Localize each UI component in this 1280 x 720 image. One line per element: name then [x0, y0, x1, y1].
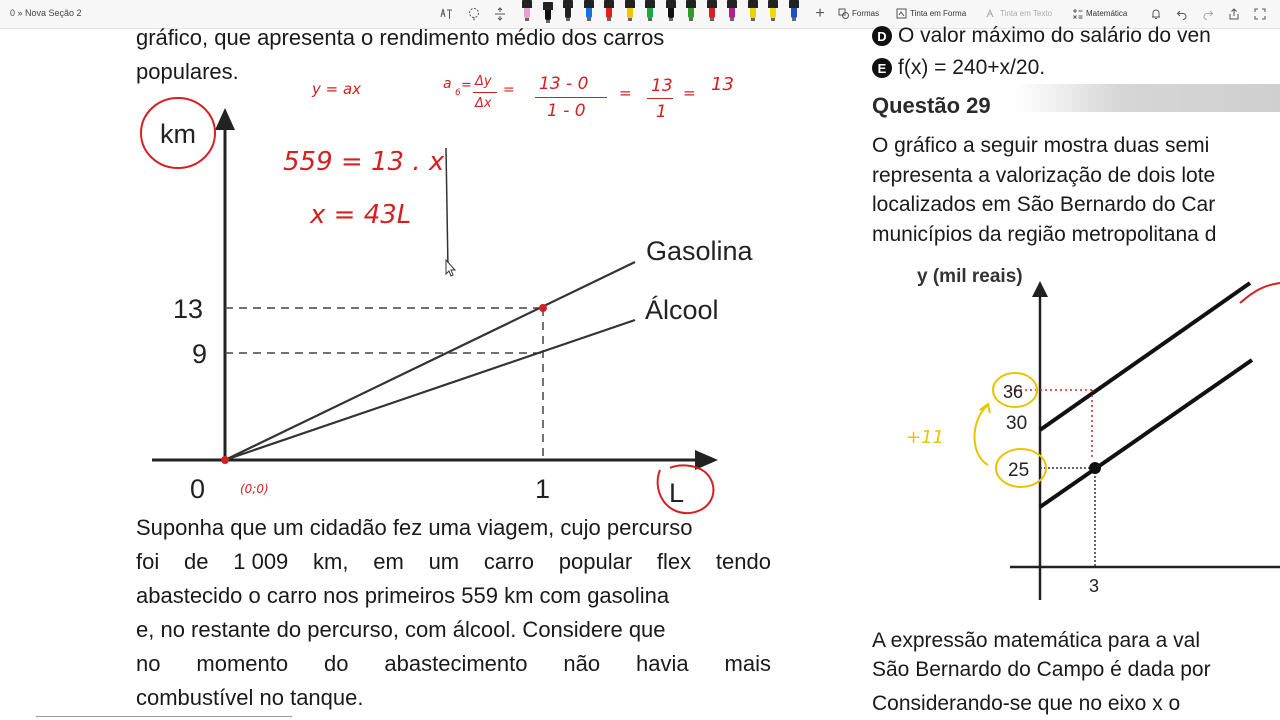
question-header-bar — [1015, 84, 1280, 112]
share-icon[interactable] — [1226, 6, 1242, 22]
point-3-25 — [1089, 462, 1101, 474]
y-tick-30: 30 — [1006, 413, 1028, 434]
slope-num: 13 - 0 — [539, 74, 589, 94]
ink-to-shape-icon — [896, 8, 907, 19]
mouse-cursor-icon — [446, 260, 455, 276]
math-button[interactable] — [1072, 8, 1127, 19]
y-axis-label: km — [160, 119, 196, 149]
pen-tool-14[interactable] — [789, 0, 799, 22]
x-axis-arrow-icon — [695, 450, 718, 470]
handwriting-slope: a 6 = Δy Δx = 13 - 0 1 - 0 = 13 1 = 13 — [443, 74, 734, 122]
paragraph-line: combustível no tanque. — [136, 685, 364, 710]
bottom-line: Considerando-se que no eixo x o — [872, 692, 1181, 715]
line-upper — [1040, 283, 1250, 430]
intro-line-2: populares. — [136, 59, 239, 84]
x-tick-3: 3 — [1089, 576, 1100, 596]
pen-tool-7[interactable] — [645, 0, 655, 22]
y-tick-25: 25 — [1008, 460, 1030, 481]
pen-tool-12[interactable] — [748, 0, 758, 22]
question-text — [872, 131, 1216, 249]
y-axis-arrow-icon — [1032, 281, 1048, 297]
bottom-line: São Bernardo do Campo é dada por — [872, 658, 1211, 681]
shapes-label: Formas — [852, 9, 880, 18]
y-tick-9: 9 — [192, 339, 208, 369]
option-e — [872, 56, 1045, 80]
paragraph-line: e, no restante do percurso, com álcool. Considere que — [136, 617, 666, 642]
math-label: Matemática — [1086, 9, 1128, 18]
intro-line-1: gráfico, que apresenta o rendimento médio dos carros — [136, 25, 665, 50]
breadcrumb[interactable]: 0 » Nova Seção 2 — [10, 8, 82, 18]
handwriting-x-eq: x = 43L — [310, 200, 412, 230]
gasoline-line — [225, 262, 635, 460]
footnote-rule — [36, 716, 292, 717]
shapes-button[interactable] — [838, 8, 879, 19]
lasso-select-icon[interactable] — [438, 6, 454, 22]
slope-dx: Δx — [475, 96, 492, 111]
plus-11-annotation: +11 — [906, 427, 944, 448]
paragraph-line: foi de 1 009 km, em um carro popular flex tendo — [136, 549, 771, 574]
ink-to-shape-label: Tinta em Forma — [910, 9, 967, 18]
bracket-annotation — [975, 405, 989, 465]
option-d-badge: D — [872, 26, 892, 46]
bell-icon[interactable] — [1148, 6, 1164, 22]
pen-tool-9[interactable] — [686, 0, 696, 22]
line-lower — [1040, 360, 1252, 507]
ink-to-shape-button[interactable] — [896, 8, 966, 19]
shapes-icon — [838, 8, 849, 19]
origin-point — [221, 456, 229, 464]
add-space-icon[interactable] — [492, 6, 508, 22]
add-pen-icon[interactable]: + — [815, 5, 825, 22]
question-line: O gráfico a seguir mostra duas semi — [872, 134, 1210, 157]
y-axis-label: y (mil reais) — [917, 266, 1023, 287]
math-icon — [1072, 8, 1083, 19]
paragraph-line: no momento do abastecimento não havia mais — [136, 651, 771, 676]
bottom-line: A expressão matemática para a val — [872, 629, 1201, 652]
option-d — [872, 24, 1211, 48]
expand-icon[interactable] — [1252, 6, 1268, 22]
x-tick-0: 0 — [190, 474, 206, 504]
pen-tool-1[interactable] — [522, 0, 532, 22]
pen-tool-11[interactable] — [727, 0, 737, 22]
slope-result: 13 — [711, 74, 734, 95]
handwriting-559-eq: 559 = 13 . x — [283, 147, 445, 177]
redo-icon[interactable] — [1200, 6, 1216, 22]
lasso-icon[interactable] — [466, 6, 482, 22]
alcohol-line — [225, 320, 635, 460]
series-label-alcool: Álcool — [645, 295, 719, 325]
slope-dy: Δy — [475, 74, 492, 89]
slope-den: 1 - 0 — [547, 101, 586, 121]
ink-to-text-label: Tinta em Texto — [1000, 9, 1053, 18]
slope-n2: 13 — [651, 76, 673, 96]
y-axis-arrow-icon — [215, 108, 235, 130]
y-tick-36: 36 — [1003, 382, 1024, 402]
pen-cursor-stroke — [446, 148, 448, 270]
option-e-badge: E — [872, 58, 892, 78]
ink-to-text-icon — [986, 8, 997, 19]
paragraph-line: abastecido o carro nos primeiros 559 km com gasolina — [136, 583, 670, 608]
slope-d2: 1 — [656, 102, 667, 122]
pen-tool-4[interactable] — [584, 0, 594, 22]
pen-tool-6[interactable] — [625, 0, 635, 22]
option-e-text: f(x) = 240+x/20. — [898, 56, 1046, 79]
ink-to-text-button[interactable] — [986, 8, 1052, 19]
slope-a: a — [443, 76, 452, 92]
pen-tool-3[interactable] — [563, 0, 573, 22]
question-line: representa a valorização de dois lote — [872, 163, 1216, 187]
pen-tool-10[interactable] — [707, 0, 717, 22]
x-tick-1: 1 — [535, 474, 551, 504]
series-label-gasolina: Gasolina — [646, 236, 753, 266]
bottom-text — [872, 626, 1211, 718]
land-value-graph — [860, 255, 1280, 625]
pen-tool-5[interactable] — [604, 0, 614, 22]
handwriting-origin: (0;0) — [240, 482, 269, 496]
l-circle-annotation — [658, 465, 714, 513]
question-title: Questão 29 — [872, 93, 991, 118]
undo-icon[interactable] — [1174, 6, 1190, 22]
x-axis-label: L — [669, 478, 685, 508]
y-tick-13: 13 — [173, 294, 204, 324]
left-paragraph — [136, 511, 771, 715]
question-line: municípios da região metropolitana d — [872, 222, 1217, 246]
paragraph-line: Suponha que um cidadão fez uma viagem, cujo percurso — [136, 515, 693, 540]
option-d-text: O valor máximo do salário do ven — [898, 24, 1211, 47]
handwriting-y-ax: y = ax — [312, 80, 362, 98]
pen-tool-8[interactable] — [666, 0, 676, 22]
pen-tool-13[interactable] — [768, 0, 778, 22]
point-1-13 — [539, 304, 547, 312]
question-line: localizados em São Bernardo do Car — [872, 193, 1216, 216]
